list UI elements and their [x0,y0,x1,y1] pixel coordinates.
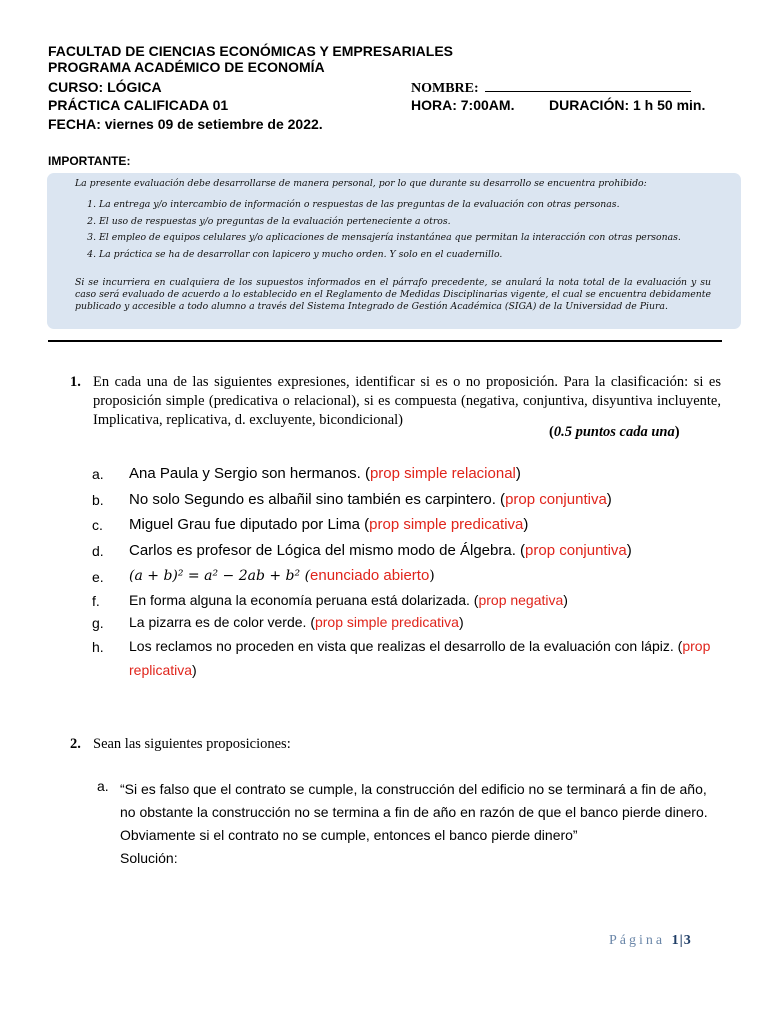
answer-label: prop conjuntiva [525,542,627,559]
program-title: PROGRAMA ACADÉMICO DE ECONOMÍA [48,59,325,75]
solution-label: Solución: [120,850,178,866]
answer-label: prop conjuntiva [505,491,607,508]
q1-points [549,424,680,441]
divider [48,340,722,342]
item-text: (a + b)² = a² − 2ab + b² ( [129,568,311,584]
notice-intro: La presente evaluación debe desarrollarse de manera personal, por lo que durante su desarrollo se encuentra prohibido: [75,178,647,189]
item-text: La pizarra es de color verde. ( [129,614,315,630]
page-number: 1 [671,933,680,948]
answer-label: prop simple predicativa [314,614,459,630]
q1-item-a [129,465,521,482]
item-close: ) [192,662,197,678]
q2-item-letter: a. [97,778,109,794]
q1-item-f [129,592,568,608]
page-total: 3 [683,933,692,948]
page-word: Página [609,933,666,948]
item-letter: f. [92,593,100,609]
item-text: Ana Paula y Sergio son hermanos. ( [129,465,370,482]
item-letter: a. [92,466,104,482]
answer-label: prop [682,638,711,654]
date-label: FECHA: viernes 09 de setiembre de 2022. [48,116,323,132]
q1-number: 1. [70,374,81,390]
q1-item-d [129,542,632,559]
item-text: Miguel Grau fue diputado por Lima ( [129,516,370,533]
item-letter: h. [92,639,104,655]
practice-label: PRÁCTICA CALIFICADA 01 [48,97,229,113]
notice-closing: Si se incurriera en cualquiera de los supuestos informados en el párrafo precedente, se anulará la nota total de la evaluación y su caso será evaluado de acuerdo a lo establecido en el Reglamento de Medidas Disciplinarias vigente, el cual se encuentra debidamente publicado y accesible a todo alumno a través del Sistema Integrado de Gestión Académica (SIGA) de la Universidad de Piura. [75,277,711,312]
item-text: En forma alguna la economía peruana está dolarizada. ( [129,592,479,608]
item-close: ) [523,516,529,533]
name-field[interactable]: NOMBRE: [411,79,691,97]
answer-label: replicativa [129,662,193,678]
rule-item: 4. La práctica se ha de desarrollar con lapicero y mucho orden. Y solo en el cuadernillo. [99,249,739,266]
rule-item: 3. El empleo de equipos celulares y/o aplicaciones de mensajería instantánea que permitan la interacción con otras personas. [99,232,739,249]
item-close: ) [563,592,568,608]
item-letter: d. [92,543,104,559]
item-close: ) [515,465,521,482]
name-input-line[interactable] [485,79,691,92]
q1-item-b [129,491,612,508]
q2-line: Obviamente si el contrato no se cumple, entonces el banco pierde dinero” [120,827,578,843]
q1-points-close: ) [674,424,680,440]
duration-label: DURACIÓN: 1 h 50 min. [549,97,706,113]
page-footer [609,933,692,949]
item-close: ) [606,491,612,508]
page-separator: | [679,933,684,948]
rule-item: 2. El uso de respuestas y/o preguntas de la evaluación perteneciente a otros. [99,216,739,233]
item-letter: e. [92,569,104,585]
q1-text: En cada una de las siguientes expresiones, identificar si es o no proposición. Para la clasificación: si es proposición simple (predicativa o relacional), si es compuesta (negativa, conjuntiva, disyuntiva incluyente, Implicativa, replicativa, d. excluyente, bicondicional) [93,374,721,428]
q1-item-h [129,638,710,654]
q1-points-open: ( [549,424,554,440]
faculty-title: FACULTAD DE CIENCIAS ECONÓMICAS Y EMPRESARIALES [48,43,454,59]
item-close: ) [458,614,464,630]
answer-label: prop simple relacional [369,465,516,482]
item-text: Los reclamos no proceden en vista que realizas el desarrollo de la evaluación con lápiz. ( [129,638,683,654]
q2-line: no obstante la construcción no se termina a fin de año en razón de que el banco pierde dinero. [120,804,708,820]
answer-label: enunciado abierto [310,567,430,584]
q2-text: Sean las siguientes proposiciones: [93,736,291,752]
answer-label: prop simple predicativa [369,516,524,533]
item-text: No solo Segundo es albañil sino también es carpintero. ( [129,491,506,508]
item-text: Carlos es profesor de Lógica del mismo modo de Álgebra. ( [129,542,526,559]
name-label: NOMBRE [411,81,474,96]
item-close: ) [429,568,435,584]
q1-item-g [129,614,464,630]
item-close: ) [626,542,632,559]
rule-item: 1. La entrega y/o intercambio de información o respuestas de las preguntas de la evaluación con otras personas. [99,199,739,216]
course-label: CURSO: LÓGICA [48,79,162,95]
important-notice-box [47,173,741,329]
item-letter: b. [92,492,104,508]
q1-item-h-line2 [129,662,197,678]
q1-item-e [129,567,435,584]
answer-label: prop negativa [478,592,564,608]
q2-line: “Si es falso que el contrato se cumple, la construcción del edificio no se terminará a fin de año, [120,781,707,797]
rules-list [77,199,739,265]
q2-number: 2. [70,736,81,752]
item-letter: c. [92,517,103,533]
time-label: HORA: 7:00AM. [411,97,515,113]
item-letter: g. [92,615,104,631]
important-heading: IMPORTANTE: [48,154,131,168]
q1-points-text: 0.5 puntos cada una [553,424,675,440]
q2-item-a [120,778,708,870]
q1-item-c [129,516,528,533]
